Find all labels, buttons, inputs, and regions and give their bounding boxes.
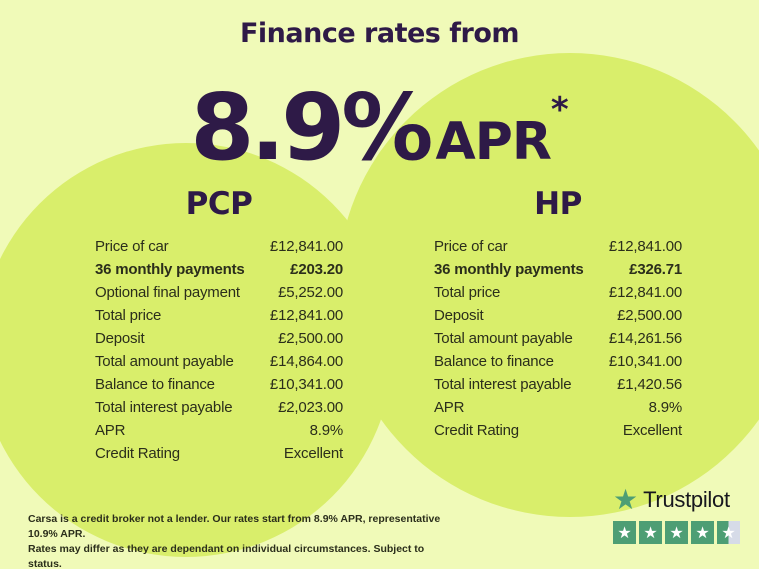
table-row [434, 304, 682, 327]
row-value: £326.71 [629, 261, 682, 278]
table-row [434, 350, 682, 373]
disclaimer-line-1: Carsa is a credit broker not a lender. Our rates start from 8.9% APR, representative 10.9% APR. [28, 513, 441, 540]
trustpilot-rating-4-5-stars [613, 521, 740, 544]
row-value: £2,500.00 [617, 307, 682, 324]
row-value: 8.9% [648, 399, 682, 416]
legal-disclaimer [28, 512, 448, 569]
row-value: £10,341.00 [608, 353, 682, 370]
hp-table [434, 235, 682, 442]
row-label: Balance to finance [95, 376, 215, 393]
trustpilot-logo [613, 483, 740, 516]
table-row [434, 419, 682, 442]
row-label: 36 monthly payments [95, 261, 245, 278]
table-row [95, 304, 343, 327]
table-row [95, 350, 343, 373]
row-label: Total amount payable [434, 330, 573, 347]
table-row [434, 258, 682, 281]
row-label: Total interest payable [95, 399, 233, 416]
table-row [434, 327, 682, 350]
hp-title: HP [534, 186, 582, 222]
row-value: £2,023.00 [278, 399, 343, 416]
table-row [95, 373, 343, 396]
star-icon: ★ [691, 521, 714, 544]
table-row [434, 373, 682, 396]
table-row [434, 281, 682, 304]
row-value: £1,420.56 [617, 376, 682, 393]
row-label: Price of car [434, 238, 508, 255]
row-label: Optional final payment [95, 284, 240, 301]
table-row [95, 258, 343, 281]
row-value: £12,841.00 [269, 238, 343, 255]
star-icon: ★ [613, 521, 636, 544]
row-value: £12,841.00 [608, 284, 682, 301]
table-row [95, 396, 343, 419]
row-label: Total amount payable [95, 353, 234, 370]
star-icon: ★ [639, 521, 662, 544]
row-label: Price of car [95, 238, 169, 255]
half-star-icon: ★ [717, 521, 740, 544]
table-row [95, 327, 343, 350]
row-value: £203.20 [290, 261, 343, 278]
rate-value: 8.9% [190, 74, 430, 181]
row-label: Total interest payable [434, 376, 572, 393]
table-row [95, 235, 343, 258]
row-value: £5,252.00 [278, 284, 343, 301]
row-value: 8.9% [309, 422, 343, 439]
row-value: £14,864.00 [269, 353, 343, 370]
row-label: APR [434, 399, 465, 416]
disclaimer-line-2: Rates may differ as they are dependant on individual circumstances. Subject to status. [28, 543, 425, 569]
row-value: £10,341.00 [269, 376, 343, 393]
row-value: £2,500.00 [278, 330, 343, 347]
row-value: £14,261.56 [608, 330, 682, 347]
row-label: Credit Rating [95, 445, 180, 462]
row-value: £12,841.00 [269, 307, 343, 324]
row-label: APR [95, 422, 126, 439]
row-label: Credit Rating [434, 422, 519, 439]
star-icon: ★ [665, 521, 688, 544]
trustpilot-wordmark: Trustpilot [643, 487, 730, 512]
trustpilot-star-icon: ★ [613, 483, 639, 516]
table-row [434, 396, 682, 419]
row-label: Total price [95, 307, 162, 324]
row-label: Deposit [434, 307, 484, 324]
banner-eyebrow: Finance rates from [239, 18, 520, 49]
pcp-table [95, 235, 343, 465]
table-row [434, 235, 682, 258]
apr-label: APR [435, 112, 551, 172]
row-label: 36 monthly payments [434, 261, 584, 278]
pcp-title: PCP [185, 186, 253, 222]
row-value: Excellent [283, 445, 343, 462]
row-label: Deposit [95, 330, 145, 347]
row-value: Excellent [622, 422, 682, 439]
headline-rate [0, 62, 759, 202]
table-row [95, 281, 343, 304]
row-label: Balance to finance [434, 353, 554, 370]
row-label: Total price [434, 284, 501, 301]
trustpilot-badge [613, 483, 740, 544]
table-row [95, 442, 343, 465]
row-value: £12,841.00 [608, 238, 682, 255]
apr-asterisk: * [550, 90, 569, 130]
table-row [95, 419, 343, 442]
